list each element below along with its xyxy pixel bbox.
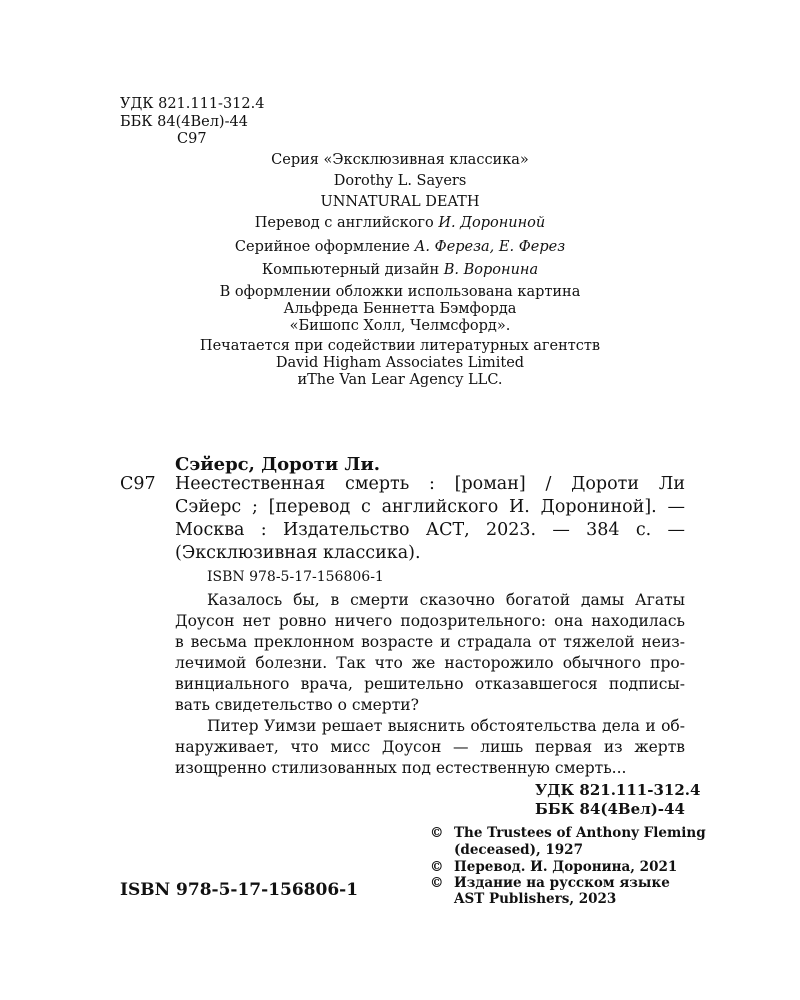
annotation-p1-line-2: Доусон нет ровно ничего подозрительного: она находилась (175, 612, 685, 630)
translator: И. Дорониной (438, 215, 546, 231)
bbk-top: ББК 84(4Вел)-44 (120, 114, 248, 130)
series-line: Серия «Эксклюзивная классика» (271, 152, 529, 168)
agency-line-2: David Higham Associates Limited (275, 355, 525, 371)
cover-art-line-3: «Бишопс Холл, Челмсфорд». (289, 318, 511, 334)
copyright-3-line-2: AST Publishers, 2023 (454, 891, 617, 907)
computer-design-line (100, 261, 700, 279)
translation-line (100, 214, 700, 232)
catalog-mark: С97 (120, 474, 156, 494)
catalog-desc-line-4: (Эксклюзивная классика). (175, 543, 421, 563)
catalog-desc-line-1: Неестественная смерть : [роман] / Дороти Ли (175, 474, 685, 494)
udk-bottom: УДК 821.111-312.4 (535, 781, 701, 799)
copyright-2-line-1: Перевод. И. Доронина, 2021 (454, 859, 678, 875)
copyright-1-symbol: © (430, 825, 444, 841)
original-author: Dorothy L. Sayers (333, 173, 467, 189)
series-design-line (100, 238, 700, 256)
copyright-1-line-1: The Trustees of Anthony Fleming (454, 825, 706, 841)
original-title: UNNATURAL DEATH (320, 194, 480, 210)
annotation-p1-line-4: лечимой болезни. Так что же насторожило обычного про- (175, 654, 685, 672)
agency-line-3: иThe Van Lear Agency LLC. (297, 372, 503, 388)
copyright-3-line-1: Издание на русском языке (454, 875, 670, 891)
copyright-1-line-2: (deceased), 1927 (454, 842, 583, 858)
author-mark-top: С97 (177, 131, 207, 147)
annotation-p1-line-6: вать свидетельство о смерти? (175, 696, 419, 714)
computer-design-label: Компьютерный дизайн (261, 262, 440, 278)
agency-line-1: Печатается при содействии литературных агентств (199, 338, 601, 354)
series-design-label: Серийное оформление (234, 239, 410, 255)
cover-art-line-2: Альфреда Беннетта Бэмфорда (283, 301, 517, 317)
series-designers: А. Фереза, Е. Ферез (414, 239, 566, 255)
catalog-heading: Сэйерс, Дороти Ли. (175, 454, 381, 475)
annotation-p2-line-1: Питер Уимзи решает выяснить обстоятельства дела и об- (207, 717, 685, 735)
bbk-bottom: ББК 84(4Вел)-44 (535, 800, 685, 818)
computer-designer: В. Воронина (443, 262, 539, 278)
copyright-2-symbol: © (430, 859, 444, 875)
translation-label: Перевод с английского (254, 215, 434, 231)
annotation-p1-line-3: в весьма преклонном возрасте и страдала от тяжелой неиз- (175, 633, 685, 651)
catalog-desc-line-3: Москва : Издательство АСТ, 2023. — 384 с. — (175, 520, 685, 540)
catalog-desc-line-2: Сэйерс ; [перевод с английского И. Дорониной]. — (175, 497, 685, 517)
annotation-p2-line-3: изощренно стилизованных под естественную смерть... (175, 759, 627, 777)
isbn-bottom: ISBN 978-5-17-156806-1 (120, 880, 359, 900)
annotation-p2-line-2: наруживает, что мисс Доусон — лишь первая из жертв (175, 738, 685, 756)
cover-art-line-1: В оформлении обложки использована картина (219, 284, 581, 300)
annotation-p1-line-5: винциального врача, решительно отказавшегося подписы- (175, 675, 685, 693)
annotation-p1-line-1: Казалось бы, в смерти сказочно богатой дамы Агаты (207, 591, 685, 609)
catalog-isbn: ISBN 978-5-17-156806-1 (207, 569, 384, 585)
udk-top: УДК 821.111-312.4 (120, 96, 265, 112)
copyright-3-symbol: © (430, 875, 444, 891)
